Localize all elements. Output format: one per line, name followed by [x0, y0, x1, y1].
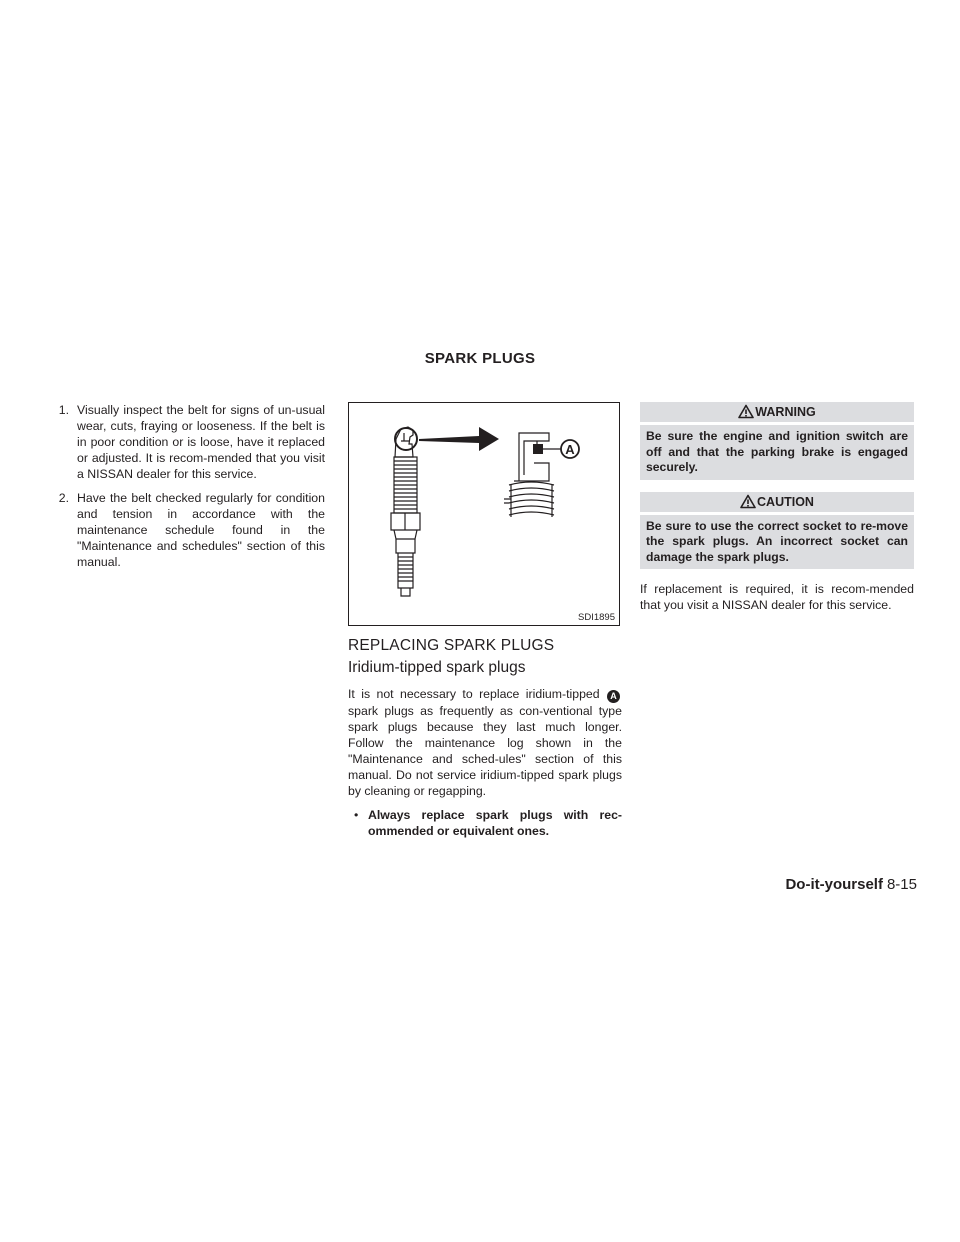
left-column — [35, 402, 325, 578]
warning-title: WARNING — [755, 405, 816, 419]
list-item — [35, 490, 325, 570]
caution-body: Be sure to use the correct socket to re-move the spark plugs. An incorrect socket can damage the spark plugs. — [640, 515, 914, 570]
page-number: 8-15 — [886, 876, 917, 893]
list-text: Have the belt checked regularly for condition and tension in accordance with the maintenance schedule found in the "Maintenance and schedules" section of this manual. — [77, 491, 325, 569]
caution-title-bar — [640, 492, 914, 512]
figure-code: SDI1895 — [578, 612, 615, 623]
list-item — [35, 402, 325, 482]
section-header: SPARK PLUGS — [424, 350, 536, 367]
list-number: 2. — [58, 491, 69, 505]
paragraph-text-start: It is not necessary to replace iridium-tipped — [348, 687, 600, 701]
spark-plug-figure — [348, 402, 620, 626]
callout-a-icon: A — [607, 690, 620, 703]
section-heading: REPLACING SPARK PLUGS — [348, 637, 555, 654]
warning-body: Be sure the engine and ignition switch are off and that the parking brake is engaged securely. — [640, 425, 914, 480]
belt-inspection-list — [35, 402, 325, 570]
paragraph-text-end: spark plugs as frequently as con-ventional type spark plugs because they last much longer. Follow the maintenance log shown in the "Maintenance and sched-ules" section of this manual. Do not service iridium-tipped spark plugs by cleaning or regapping. — [348, 704, 622, 798]
bullet-item — [348, 807, 622, 839]
list-number: 1. — [58, 403, 69, 417]
page-footer — [785, 876, 917, 893]
right-column — [640, 402, 914, 621]
callout-a-label: A — [565, 442, 575, 457]
bullet-text: Always replace spark plugs with rec-ommended or equivalent ones. — [368, 808, 622, 838]
middle-column — [348, 402, 622, 839]
replacement-note: If replacement is required, it is recom-mended that you visit a NISSAN dealer for this service. — [640, 582, 914, 612]
spark-plug-illustration — [349, 403, 619, 625]
subsection-heading: Iridium-tipped spark plugs — [348, 659, 526, 676]
caution-title: CAUTION — [757, 494, 814, 509]
chapter-title: Do-it-yourself — [785, 876, 883, 893]
list-text: Visually inspect the belt for signs of un-usual wear, cuts, fraying or looseness. If the belt is in poor condition or is loose, have it replaced or adjusted. It is recom-mended that you visit a NISSAN dealer for this service. — [77, 403, 325, 481]
bullet-dot: • — [354, 808, 359, 822]
iridium-paragraph — [348, 686, 622, 799]
warning-icon — [738, 404, 754, 419]
warning-title-bar — [640, 402, 914, 422]
caution-icon — [740, 494, 756, 509]
